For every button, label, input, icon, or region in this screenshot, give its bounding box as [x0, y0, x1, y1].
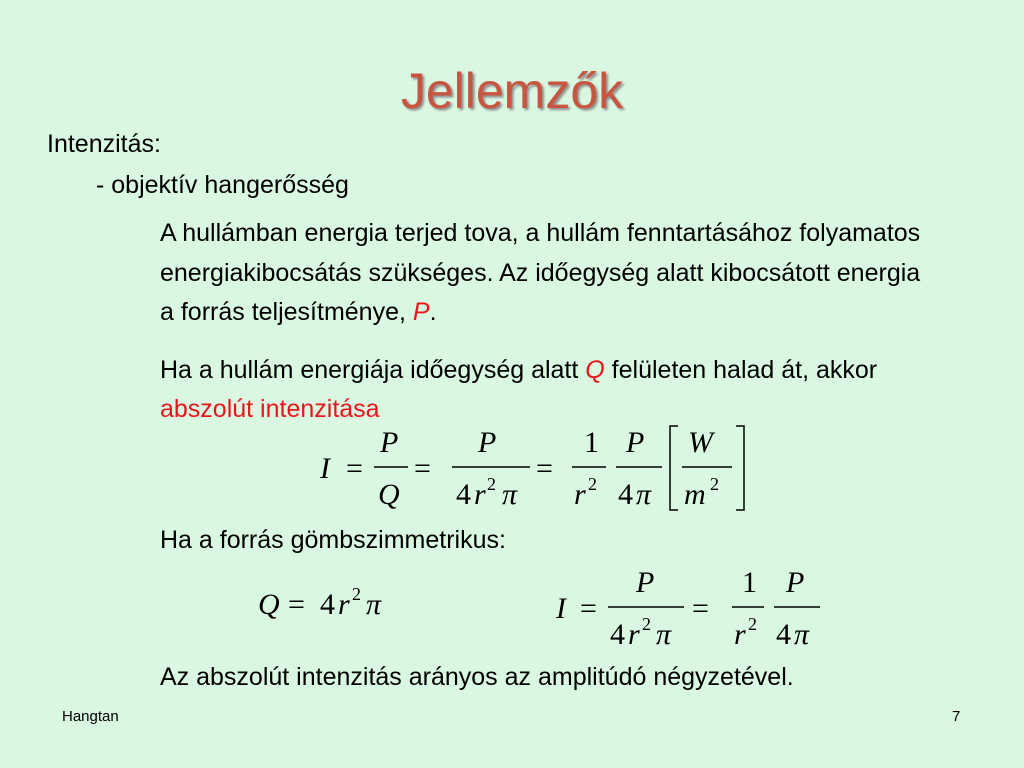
f3-pi-1: π — [656, 618, 672, 651]
f3-r-2: r — [734, 618, 746, 651]
f1-r-1: r — [474, 478, 486, 511]
power-symbol: P — [412, 298, 430, 326]
f2-pi: π — [366, 588, 382, 621]
f1-four-2: 4 — [618, 478, 633, 511]
f3-four-2: 4 — [776, 618, 791, 651]
f1-eq1: = — [346, 452, 363, 485]
f1-eq2: = — [414, 452, 431, 485]
f2-Q: Q — [258, 588, 280, 621]
f3-I: I — [556, 592, 566, 625]
para1-line3 — [160, 294, 437, 331]
f3-four-1: 4 — [610, 618, 625, 651]
f1-P-num2: P — [478, 426, 497, 459]
f3-eq1: = — [580, 592, 597, 625]
f1-four-1: 4 — [456, 478, 471, 511]
subheading-objective-loudness: - objektív hangerősség — [96, 171, 349, 199]
para2-line2-highlight: abszolút intenzitása — [160, 395, 380, 423]
f1-P-num3: P — [626, 426, 645, 459]
f2-four: 4 — [320, 588, 335, 621]
f1-one: 1 — [584, 426, 599, 459]
f2-r: r — [338, 588, 350, 621]
f1-exp-2: 2 — [588, 474, 597, 494]
page-number: 7 — [952, 708, 961, 725]
heading-intensity: Intenzitás: — [47, 130, 161, 158]
f3-exp-2: 2 — [748, 614, 757, 634]
f1-eq3: = — [536, 452, 553, 485]
para2-line1-end: felületen halad át, akkor — [604, 356, 878, 384]
f1-bracket-right — [736, 426, 744, 510]
f1-pi-2: π — [636, 478, 652, 511]
f1-pi-1: π — [502, 478, 518, 511]
para4-amplitude: Az abszolút intenzitás arányos az amplitúdó négyzetével. — [160, 663, 794, 691]
para1-line2: energiakibocsátás szükséges. Az időegység alatt kibocsátott energia — [160, 259, 921, 287]
f3-r-1: r — [628, 618, 640, 651]
f2-eq: = — [288, 588, 305, 621]
f1-exp-3: 2 — [710, 474, 719, 494]
spherical-intensity-formula — [548, 560, 838, 660]
f3-pi-2: π — [794, 618, 810, 651]
f1-P-num1: P — [380, 426, 399, 459]
f3-P-num2: P — [786, 566, 805, 599]
para1-line1: A hullámban energia terjed tova, a hullám fenntartásához folyamatos — [160, 219, 921, 247]
f1-exp-1: 2 — [487, 474, 496, 494]
para2-line1-text: Ha a hullám energiája időegység alatt — [160, 356, 586, 384]
para2-line1 — [160, 352, 877, 389]
f1-Q-den: Q — [378, 478, 400, 511]
f1-r-2: r — [574, 478, 586, 511]
para1-line3-end: . — [429, 298, 437, 326]
para1-line3-text: a forrás teljesítménye, — [160, 298, 413, 326]
f1-I: I — [320, 452, 330, 485]
f3-one: 1 — [742, 566, 757, 599]
surface-symbol: Q — [585, 356, 605, 384]
f3-eq2: = — [692, 592, 709, 625]
footer-title: Hangtan — [62, 708, 119, 725]
surface-formula — [250, 578, 410, 628]
f1-bracket-left — [670, 426, 678, 510]
f3-P-num1: P — [636, 566, 655, 599]
f3-exp-1: 2 — [642, 614, 651, 634]
f1-m: m — [684, 478, 706, 511]
para3-spherical: Ha a forrás gömbszimmetrikus: — [160, 526, 506, 554]
intensity-formula — [310, 420, 770, 520]
f2-exp: 2 — [352, 584, 361, 604]
slide-title: Jellemzők — [400, 63, 624, 119]
f1-W: W — [688, 426, 713, 459]
